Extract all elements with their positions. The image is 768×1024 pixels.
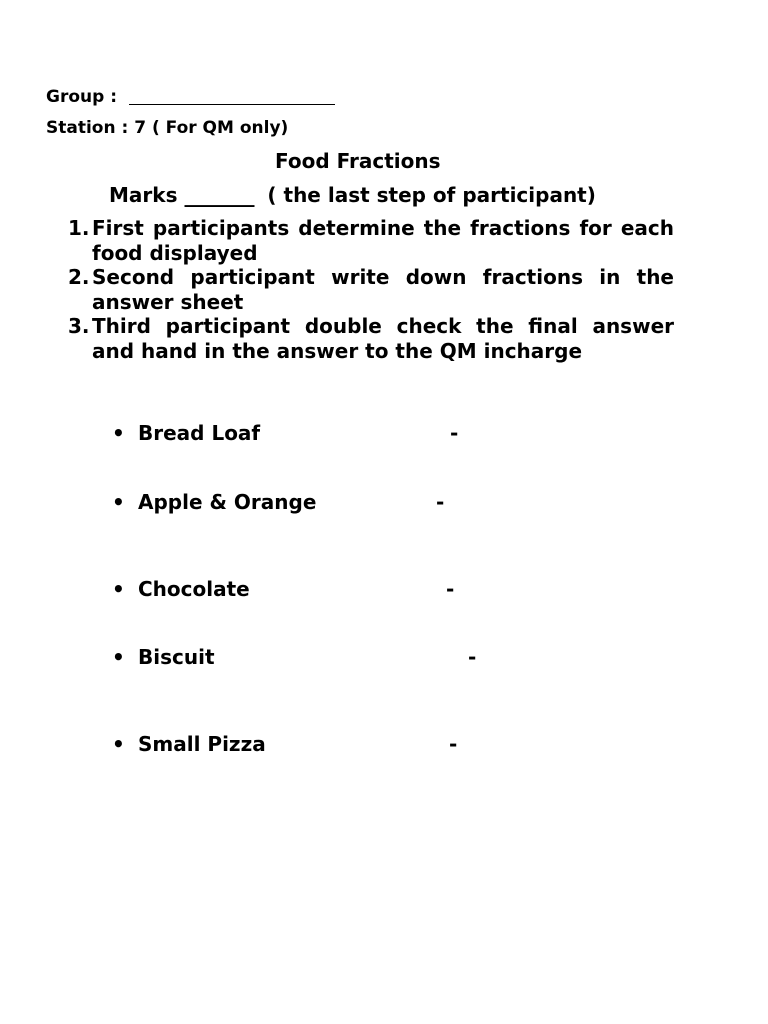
food-label: Small Pizza [138,732,266,756]
instruction-number: 1. [68,216,90,240]
answer-dash: - [436,490,445,514]
bullet-icon: • [112,577,125,601]
food-label: Chocolate [138,577,250,601]
marks-blank: _______ [184,183,255,207]
station-text: Station : 7 ( For QM only) [46,118,289,138]
instruction-1 [68,216,674,265]
answer-dash: - [450,421,459,445]
instruction-text: Third participant double check the final answer and hand in the answer to the QM incharge [92,314,674,363]
marks-line [109,183,596,207]
answer-dash: - [468,645,477,669]
answer-dash: - [446,577,455,601]
food-label: Apple & Orange [138,490,317,514]
instruction-text: Second participant write down fractions in the answer sheet [92,265,674,314]
instruction-number: 3. [68,314,90,338]
instruction-2 [68,265,674,314]
food-label: Biscuit [138,645,215,669]
instruction-3 [68,314,674,363]
bullet-icon: • [112,490,125,514]
answer-dash: - [449,732,458,756]
bullet-icon: • [112,732,125,756]
marks-note: ( the last step of participant) [267,183,596,207]
instruction-text: First participants determine the fractions for each food displayed [92,216,674,265]
bullet-icon: • [112,421,125,445]
marks-label: Marks [109,183,178,207]
bullet-icon: • [112,645,125,669]
instruction-number: 2. [68,265,90,289]
group-label: Group : [46,87,118,107]
page-title: Food Fractions [275,149,441,173]
food-label: Bread Loaf [138,421,261,445]
group-answer-line [129,104,335,105]
